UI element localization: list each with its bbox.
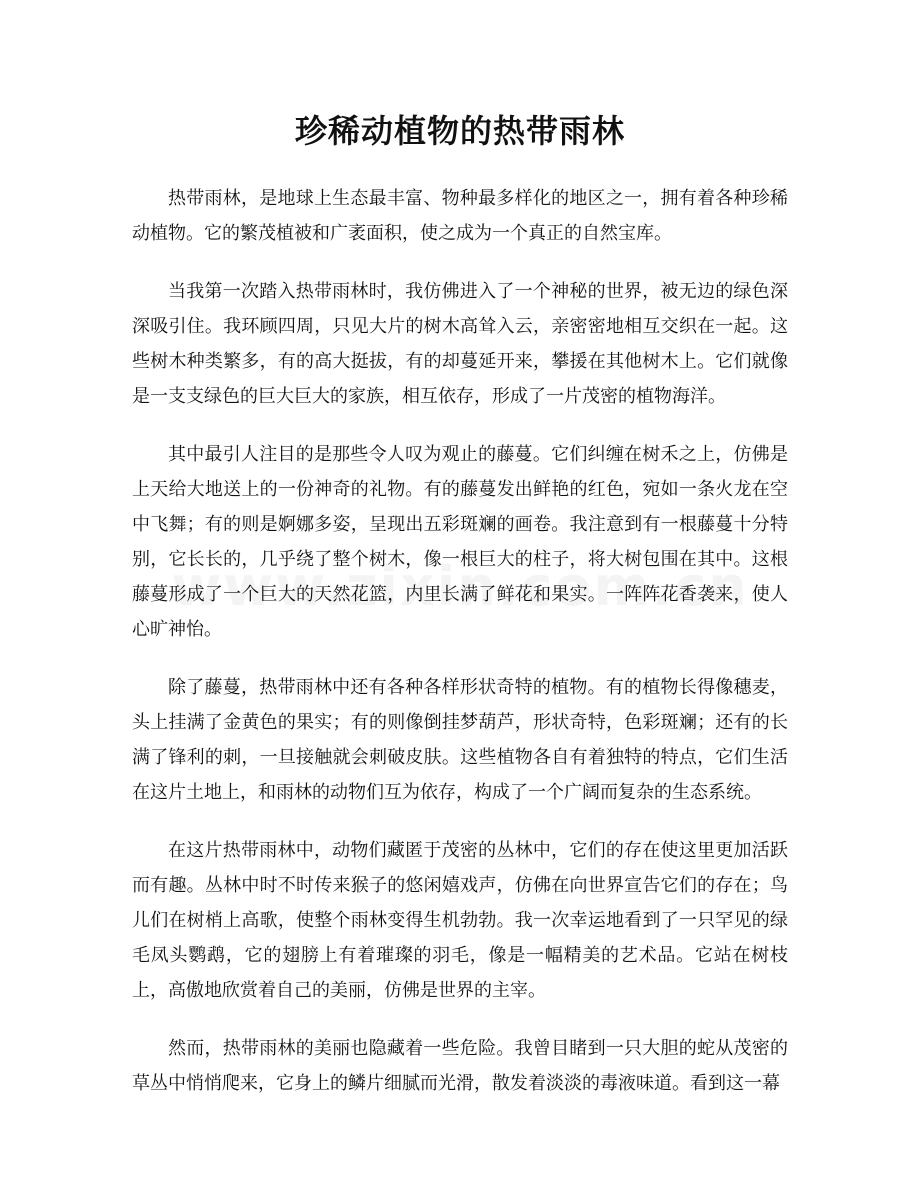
paragraph: 除了藤蔓，热带雨林中还有各种各样形状奇特的植物。有的植物长得像穗麦，头上挂满了金黄色的果实；有的则像倒挂梦葫芦，形状奇特，色彩斑斓；还有的长满了锋利的刺，一旦接触就会刺破皮肤。这些植物各自有着独特的特点，它们生活在这片土地上，和雨林的动物们互为依存，构成了一个广阔而复杂的生态系统。 [132, 677, 788, 803]
paragraph: 然而，热带雨林的美丽也隐藏着一些危险。我曾目睹到一只大胆的蛇从茂密的草丛中悄悄爬来，它身上的鳞片细腻而光滑，散发着淡淡的毒液味道。看到这一幕 [132, 1038, 788, 1094]
document-body [132, 181, 788, 1124]
paragraph: 在这片热带雨林中，动物们藏匿于茂密的丛林中，它们的存在使这里更加活跃而有趣。丛林中时不时传来猴子的悠闲嬉戏声，仿佛在向世界宣告它们的存在；鸟儿们在树梢上高歌，使整个雨林变得生机勃勃。我一次幸运地看到了一只罕见的绿毛凤头鹦鹉，它的翅膀上有着璀璨的羽毛，像是一幅精美的艺术品。它站在树枝上，高傲地欣赏着自己的美丽，仿佛是世界的主宰。 [132, 840, 788, 1001]
page-title: 珍稀动植物的热带雨林 [294, 112, 625, 150]
paragraph: 其中最引人注目的是那些令人叹为观止的藤蔓。它们纠缠在树禾之上，仿佛是上天给大地送上的一份神奇的礼物。有的藤蔓发出鲜艳的红色，宛如一条火龙在空中飞舞；有的则是婀娜多姿，呈现出五彩斑斓的画卷。我注意到有一根藤蔓十分特别，它长长的，几乎绕了整个树木，像一根巨大的柱子，将大树包围在其中。这根藤蔓形成了一个巨大的天然花篮，内里长满了鲜花和果实。一阵阵花香袭来，使人心旷神怡。 [132, 444, 788, 640]
paragraph: 热带雨林，是地球上生态最丰富、物种最多样化的地区之一，拥有着各种珍稀动植物。它的繁茂植被和广袤面积，使之成为一个真正的自然宝库。 [132, 188, 788, 244]
paragraph: 当我第一次踏入热带雨林时，我仿佛进入了一个神秘的世界，被无边的绿色深深吸引住。我环顾四周，只见大片的树木高耸入云，亲密密地相互交织在一起。这些树木种类繁多，有的高大挺拔，有的却蔓延开来，攀援在其他树木上。它们就像是一支支绿色的巨大巨大的家族，相互依存，形成了一片茂密的植物海洋。 [132, 281, 788, 407]
